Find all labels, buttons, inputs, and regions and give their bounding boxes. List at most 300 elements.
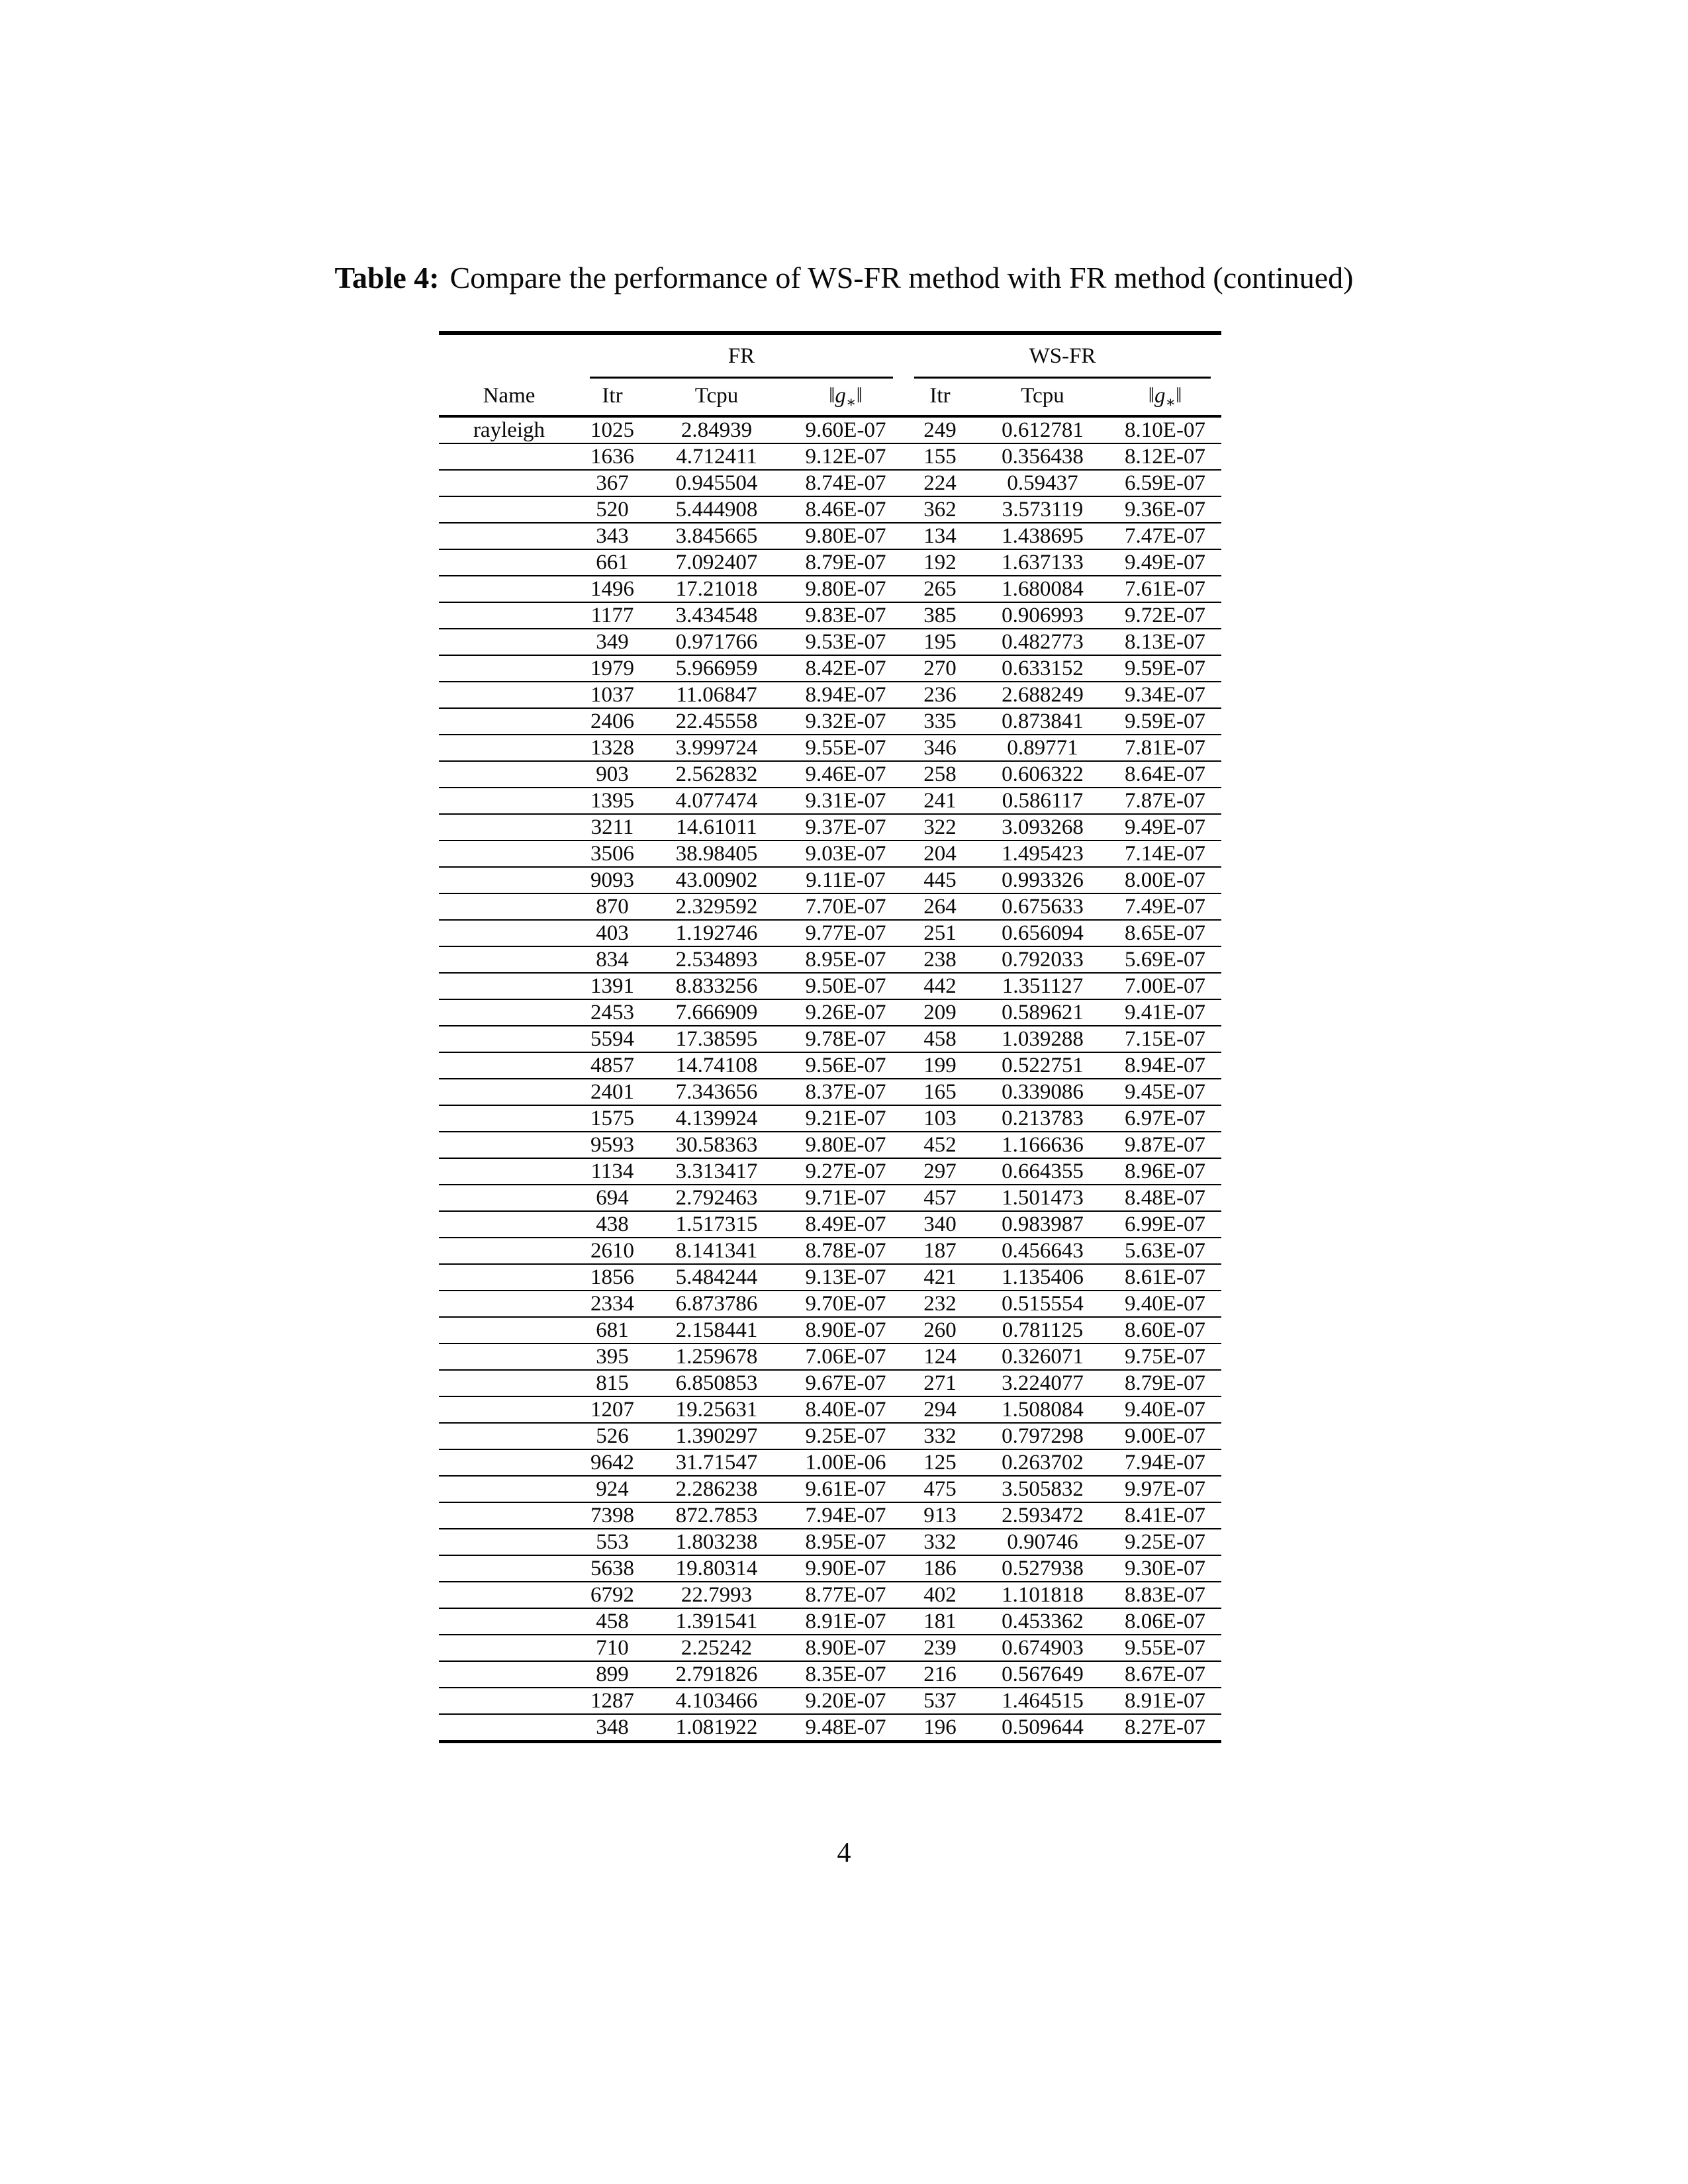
cell-tcpu-wsfr: 1.680084: [1002, 577, 1084, 601]
cell-itr-fr: 1979: [590, 657, 634, 680]
group-header-wsfr: [904, 333, 1221, 379]
cell-gnorm-fr: 9.26E-07: [805, 1001, 886, 1024]
cell-gnorm-wsfr: 9.36E-07: [1125, 498, 1205, 522]
cell-gnorm-fr: 8.42E-07: [805, 657, 886, 680]
cell-gnorm-fr: 9.61E-07: [805, 1477, 886, 1501]
cell-itr-fr: 1207: [590, 1398, 634, 1422]
cell-gnorm-wsfr: 9.41E-07: [1125, 1001, 1205, 1024]
cell-gnorm-fr: 8.90E-07: [805, 1318, 886, 1342]
cell-itr-wsfr: 385: [923, 604, 957, 627]
caption-text: Compare the performance of WS-FR method with FR method (continued): [449, 261, 1354, 295]
cell-name: [439, 920, 579, 946]
cell-name: [439, 814, 579, 841]
cell-gnorm-wsfr: 7.00E-07: [1125, 974, 1205, 998]
cell-itr-fr: 343: [596, 524, 629, 548]
cell-gnorm-fr: 9.50E-07: [805, 974, 886, 998]
table-row: [439, 1343, 1221, 1370]
cell-name: [439, 1370, 579, 1396]
cell-tcpu-fr: 4.077474: [675, 789, 758, 813]
table-row: [439, 1370, 1221, 1396]
cell-gnorm-wsfr: 9.45E-07: [1125, 1080, 1205, 1104]
table-row: [439, 1582, 1221, 1608]
cell-tcpu-fr: 2.329592: [675, 895, 758, 919]
cell-gnorm-fr: 8.90E-07: [805, 1636, 886, 1660]
cell-name: [439, 1608, 579, 1635]
cell-itr-wsfr: 537: [923, 1689, 957, 1713]
cell-tcpu-fr: 31.71547: [675, 1451, 758, 1475]
table-row: [439, 1026, 1221, 1052]
cell-itr-wsfr: 457: [923, 1186, 957, 1210]
cell-gnorm-wsfr: 9.55E-07: [1125, 1636, 1205, 1660]
cell-tcpu-fr: 2.158441: [675, 1318, 758, 1342]
cell-gnorm-wsfr: 7.49E-07: [1125, 895, 1205, 919]
cell-itr-wsfr: 155: [923, 445, 957, 469]
cell-itr-wsfr: 232: [923, 1292, 957, 1316]
cell-gnorm-wsfr: 7.87E-07: [1125, 789, 1205, 813]
table-row: [439, 946, 1221, 973]
cell-tcpu-fr: 7.666909: [675, 1001, 758, 1024]
cell-gnorm-wsfr: 6.99E-07: [1125, 1212, 1205, 1236]
cell-itr-wsfr: 452: [923, 1133, 957, 1157]
cell-name: [439, 1555, 579, 1582]
cell-tcpu-wsfr: 0.873841: [1002, 709, 1084, 733]
cell-itr-wsfr: 103: [923, 1107, 957, 1130]
cell-itr-wsfr: 332: [923, 1424, 957, 1448]
cell-tcpu-fr: 872.7853: [675, 1504, 758, 1527]
table-row: [439, 1423, 1221, 1449]
table-row: [439, 1291, 1221, 1317]
cell-itr-fr: 9593: [590, 1133, 634, 1157]
cell-gnorm-fr: 8.78E-07: [805, 1239, 886, 1263]
table-row: [439, 1185, 1221, 1211]
cell-gnorm-fr: 8.94E-07: [805, 683, 886, 707]
cell-itr-wsfr: 199: [923, 1054, 957, 1077]
cell-itr-fr: 7398: [590, 1504, 634, 1527]
cell-itr-fr: 3506: [590, 842, 634, 866]
table-row: [439, 523, 1221, 549]
cell-gnorm-fr: 9.25E-07: [805, 1424, 886, 1448]
cell-itr-fr: 899: [596, 1662, 629, 1686]
cell-itr-fr: 5594: [590, 1027, 634, 1051]
cell-tcpu-wsfr: 1.166636: [1002, 1133, 1084, 1157]
cell-gnorm-fr: 7.94E-07: [805, 1504, 886, 1527]
cell-tcpu-fr: 14.74108: [675, 1054, 758, 1077]
cell-gnorm-wsfr: 9.59E-07: [1125, 709, 1205, 733]
cell-tcpu-wsfr: 1.438695: [1002, 524, 1084, 548]
cell-gnorm-wsfr: 8.96E-07: [1125, 1160, 1205, 1183]
cell-tcpu-wsfr: 1.637133: [1002, 551, 1084, 574]
table-row: [439, 1052, 1221, 1079]
cell-gnorm-wsfr: 9.34E-07: [1125, 683, 1205, 707]
cell-tcpu-fr: 3.999724: [675, 736, 758, 760]
cell-name: [439, 1661, 579, 1688]
cell-itr-wsfr: 186: [923, 1557, 957, 1580]
cell-tcpu-wsfr: 0.326071: [1002, 1345, 1084, 1369]
cell-itr-wsfr: 297: [923, 1160, 957, 1183]
table-row: [439, 1396, 1221, 1423]
cell-name: [439, 629, 579, 655]
cell-gnorm-fr: 8.79E-07: [805, 551, 886, 574]
cell-tcpu-wsfr: 0.664355: [1002, 1160, 1084, 1183]
cell-itr-fr: 2401: [590, 1080, 634, 1104]
table-body: [439, 416, 1221, 1742]
cell-tcpu-wsfr: 0.527938: [1002, 1557, 1084, 1580]
cell-gnorm-wsfr: 8.83E-07: [1125, 1583, 1205, 1607]
table-row: [439, 920, 1221, 946]
col-header-itr-wsfr: Itr: [929, 384, 951, 408]
cell-itr-wsfr: 239: [923, 1636, 957, 1660]
cell-itr-fr: 438: [596, 1212, 629, 1236]
cell-tcpu-fr: 2.84939: [680, 418, 753, 442]
cell-itr-wsfr: 421: [923, 1265, 957, 1289]
cell-name: [439, 1343, 579, 1370]
table-row: [439, 443, 1221, 470]
wsfr-group-rule: [914, 343, 1211, 379]
cell-gnorm-wsfr: 9.30E-07: [1125, 1557, 1205, 1580]
cell-name: rayleigh: [473, 418, 545, 442]
cell-gnorm-wsfr: 8.41E-07: [1125, 1504, 1205, 1527]
cell-tcpu-fr: 1.391541: [675, 1610, 758, 1633]
cell-itr-wsfr: 195: [923, 630, 957, 654]
cell-itr-wsfr: 238: [923, 948, 957, 972]
cell-itr-fr: 815: [596, 1371, 629, 1395]
cell-itr-wsfr: 216: [923, 1662, 957, 1686]
g-symbol: g: [835, 384, 846, 408]
cell-gnorm-fr: 9.46E-07: [805, 762, 886, 786]
cell-tcpu-wsfr: 0.983987: [1002, 1212, 1084, 1236]
norm-open: ‖: [829, 384, 835, 408]
cell-tcpu-wsfr: 0.456643: [1002, 1239, 1084, 1263]
cell-name: [439, 1185, 579, 1211]
table-row: [439, 1608, 1221, 1635]
fr-group-rule: [590, 343, 893, 379]
cell-gnorm-fr: 8.95E-07: [805, 1530, 886, 1554]
cell-name: [439, 1635, 579, 1661]
norm-close: ‖: [1176, 384, 1182, 408]
cell-name: [439, 1291, 579, 1317]
g-symbol: g: [1154, 384, 1166, 408]
col-header-gnorm-fr: [788, 379, 904, 416]
cell-itr-fr: 710: [596, 1636, 629, 1660]
cell-itr-fr: 349: [596, 630, 629, 654]
table-row: [439, 1317, 1221, 1343]
cell-tcpu-wsfr: 3.093268: [1002, 815, 1084, 839]
table-caption: [0, 261, 1688, 296]
cell-itr-fr: 403: [596, 921, 629, 945]
cell-tcpu-fr: 19.80314: [675, 1557, 758, 1580]
cell-itr-wsfr: 335: [923, 709, 957, 733]
cell-itr-wsfr: 181: [923, 1610, 957, 1633]
cell-gnorm-fr: 9.77E-07: [805, 921, 886, 945]
cell-name: [439, 867, 579, 893]
cell-gnorm-wsfr: 8.64E-07: [1125, 762, 1205, 786]
cell-tcpu-wsfr: 1.508084: [1002, 1398, 1084, 1422]
cell-name: [439, 708, 579, 735]
table-row: [439, 655, 1221, 682]
cell-gnorm-fr: 9.31E-07: [805, 789, 886, 813]
cell-tcpu-fr: 1.390297: [675, 1424, 758, 1448]
cell-tcpu-wsfr: 0.263702: [1002, 1451, 1084, 1475]
col-header-name: Name: [483, 384, 536, 408]
table-row: [439, 1079, 1221, 1105]
table-row: [439, 682, 1221, 708]
cell-gnorm-wsfr: 8.60E-07: [1125, 1318, 1205, 1342]
cell-itr-fr: 1496: [590, 577, 634, 601]
table-row: [439, 602, 1221, 629]
cell-itr-wsfr: 249: [923, 418, 957, 442]
cell-gnorm-fr: 9.56E-07: [805, 1054, 886, 1077]
group-header-row: [439, 333, 1221, 379]
cell-itr-fr: 1395: [590, 789, 634, 813]
cell-itr-fr: 1391: [590, 974, 634, 998]
cell-itr-wsfr: 251: [923, 921, 957, 945]
table-row: [439, 1264, 1221, 1291]
cell-gnorm-fr: 1.00E-06: [805, 1451, 886, 1475]
cell-name: [439, 1052, 579, 1079]
cell-tcpu-wsfr: 0.792033: [1002, 948, 1084, 972]
cell-tcpu-fr: 4.103466: [675, 1689, 758, 1713]
cell-name: [439, 735, 579, 761]
cell-itr-fr: 2453: [590, 1001, 634, 1024]
cell-gnorm-fr: 9.67E-07: [805, 1371, 886, 1395]
cell-tcpu-wsfr: 3.224077: [1002, 1371, 1084, 1395]
cell-itr-wsfr: 475: [923, 1477, 957, 1501]
cell-tcpu-fr: 4.712411: [676, 445, 757, 469]
cell-name: [439, 1476, 579, 1502]
cell-itr-wsfr: 445: [923, 868, 957, 892]
cell-gnorm-fr: 9.21E-07: [805, 1107, 886, 1130]
cell-name: [439, 893, 579, 920]
cell-gnorm-wsfr: 6.97E-07: [1125, 1107, 1205, 1130]
cell-tcpu-wsfr: 0.453362: [1002, 1610, 1084, 1633]
cell-name: [439, 973, 579, 999]
cell-tcpu-fr: 17.38595: [675, 1027, 758, 1051]
results-table-container: [439, 331, 1221, 1743]
cell-itr-fr: 661: [596, 551, 629, 574]
cell-gnorm-wsfr: 8.65E-07: [1125, 921, 1205, 945]
cell-gnorm-wsfr: 9.40E-07: [1125, 1398, 1205, 1422]
table-row: [439, 1635, 1221, 1661]
table-row: [439, 841, 1221, 867]
cell-gnorm-fr: 9.70E-07: [805, 1292, 886, 1316]
table-row: [439, 708, 1221, 735]
cell-tcpu-fr: 2.534893: [675, 948, 758, 972]
cell-name: [439, 1582, 579, 1608]
norm-close: ‖: [856, 384, 863, 408]
cell-tcpu-fr: 11.06847: [676, 683, 757, 707]
cell-gnorm-wsfr: 9.00E-07: [1125, 1424, 1205, 1448]
cell-itr-wsfr: 442: [923, 974, 957, 998]
cell-itr-wsfr: 362: [923, 498, 957, 522]
cell-name: [439, 1211, 579, 1238]
cell-itr-fr: 520: [596, 498, 629, 522]
cell-name: [439, 549, 579, 576]
cell-tcpu-fr: 3.845665: [675, 524, 758, 548]
cell-itr-fr: 348: [596, 1715, 629, 1739]
cell-gnorm-wsfr: 7.94E-07: [1125, 1451, 1205, 1475]
cell-gnorm-wsfr: 7.14E-07: [1125, 842, 1205, 866]
cell-tcpu-wsfr: 0.906993: [1002, 604, 1084, 627]
cell-gnorm-fr: 9.83E-07: [805, 604, 886, 627]
cell-gnorm-fr: 8.91E-07: [805, 1610, 886, 1633]
cell-name: [439, 1449, 579, 1476]
cell-name: [439, 1105, 579, 1132]
cell-gnorm-fr: 8.77E-07: [805, 1583, 886, 1607]
cell-tcpu-wsfr: 1.039288: [1002, 1027, 1084, 1051]
cell-itr-fr: 1575: [590, 1107, 634, 1130]
cell-gnorm-wsfr: 8.79E-07: [1125, 1371, 1205, 1395]
cell-gnorm-wsfr: 9.75E-07: [1125, 1345, 1205, 1369]
col-header-itr-fr: Itr: [602, 384, 623, 408]
table-row: [439, 973, 1221, 999]
cell-tcpu-fr: 2.791826: [675, 1662, 758, 1686]
cell-gnorm-fr: 9.60E-07: [805, 418, 886, 442]
cell-name: [439, 523, 579, 549]
cell-name: [439, 1158, 579, 1185]
cell-gnorm-wsfr: 9.49E-07: [1125, 551, 1205, 574]
cell-gnorm-fr: 9.48E-07: [805, 1715, 886, 1739]
col-header-tcpu-fr: Tcpu: [694, 384, 739, 408]
table-row: [439, 1555, 1221, 1582]
cell-itr-fr: 1037: [590, 683, 634, 707]
cell-gnorm-wsfr: 5.63E-07: [1125, 1239, 1205, 1263]
cell-tcpu-wsfr: 1.495423: [1002, 842, 1084, 866]
cell-tcpu-fr: 1.803238: [675, 1530, 758, 1554]
cell-tcpu-wsfr: 1.501473: [1002, 1186, 1084, 1210]
wsfr-group-label: WS-FR: [1029, 344, 1096, 368]
cell-gnorm-wsfr: 9.40E-07: [1125, 1292, 1205, 1316]
cell-itr-fr: 2406: [590, 709, 634, 733]
cell-name: [439, 443, 579, 470]
cell-tcpu-wsfr: 3.505832: [1002, 1477, 1084, 1501]
cell-name: [439, 1529, 579, 1555]
cell-tcpu-fr: 43.00902: [675, 868, 758, 892]
cell-gnorm-wsfr: 7.47E-07: [1125, 524, 1205, 548]
cell-gnorm-fr: 9.20E-07: [805, 1689, 886, 1713]
cell-tcpu-fr: 0.971766: [675, 630, 758, 654]
cell-gnorm-wsfr: 8.48E-07: [1125, 1186, 1205, 1210]
cell-gnorm-fr: 8.49E-07: [805, 1212, 886, 1236]
caption-label: Table 4:: [334, 261, 440, 295]
table-row: [439, 814, 1221, 841]
cell-gnorm-fr: 7.70E-07: [805, 895, 886, 919]
cell-name: [439, 1238, 579, 1264]
cell-gnorm-fr: 9.27E-07: [805, 1160, 886, 1183]
cell-gnorm-fr: 9.11E-07: [806, 868, 886, 892]
cell-tcpu-fr: 7.092407: [675, 551, 758, 574]
cell-tcpu-fr: 22.45558: [675, 709, 758, 733]
table-row: [439, 496, 1221, 523]
cell-itr-fr: 694: [596, 1186, 629, 1210]
cell-tcpu-wsfr: 0.339086: [1002, 1080, 1084, 1104]
cell-name: [439, 1079, 579, 1105]
cell-itr-fr: 1636: [590, 445, 634, 469]
cell-tcpu-fr: 8.833256: [675, 974, 758, 998]
cell-itr-wsfr: 294: [923, 1398, 957, 1422]
cell-tcpu-fr: 3.434548: [675, 604, 758, 627]
cell-gnorm-wsfr: 8.13E-07: [1125, 630, 1205, 654]
cell-itr-fr: 6792: [590, 1583, 634, 1607]
cell-tcpu-fr: 5.484244: [675, 1265, 758, 1289]
cell-itr-fr: 1025: [590, 418, 634, 442]
cell-gnorm-wsfr: 9.72E-07: [1125, 604, 1205, 627]
cell-itr-wsfr: 236: [923, 683, 957, 707]
cell-tcpu-fr: 30.58363: [675, 1133, 758, 1157]
col-header-tcpu-wsfr: Tcpu: [1021, 384, 1064, 408]
table-row: [439, 893, 1221, 920]
cell-itr-fr: 2610: [590, 1239, 634, 1263]
table-row: [439, 416, 1221, 443]
cell-name: [439, 496, 579, 523]
cell-tcpu-fr: 1.192746: [675, 921, 758, 945]
cell-itr-fr: 458: [596, 1610, 629, 1633]
cell-tcpu-wsfr: 2.593472: [1002, 1504, 1084, 1527]
cell-tcpu-wsfr: 0.589621: [1002, 1001, 1084, 1024]
table-row: [439, 1132, 1221, 1158]
table-row: [439, 1238, 1221, 1264]
cell-gnorm-fr: 9.53E-07: [805, 630, 886, 654]
cell-tcpu-fr: 4.139924: [675, 1107, 758, 1130]
cell-itr-wsfr: 241: [923, 789, 957, 813]
cell-itr-fr: 1134: [590, 1160, 634, 1183]
cell-tcpu-fr: 0.945504: [675, 471, 758, 495]
cell-itr-fr: 526: [596, 1424, 629, 1448]
table-row: [439, 576, 1221, 602]
cell-gnorm-fr: 9.12E-07: [805, 445, 886, 469]
cell-gnorm-wsfr: 9.59E-07: [1125, 657, 1205, 680]
cell-name: [439, 1396, 579, 1423]
group-header-fr: [579, 333, 904, 379]
cell-tcpu-fr: 7.343656: [675, 1080, 758, 1104]
cell-gnorm-fr: 8.35E-07: [805, 1662, 886, 1686]
table-header: [439, 333, 1221, 416]
cell-tcpu-wsfr: 0.522751: [1002, 1054, 1084, 1077]
cell-tcpu-fr: 17.21018: [675, 577, 758, 601]
cell-itr-fr: 870: [596, 895, 629, 919]
cell-gnorm-wsfr: 8.61E-07: [1125, 1265, 1205, 1289]
table-row: [439, 735, 1221, 761]
cell-itr-fr: 395: [596, 1345, 629, 1369]
cell-name: [439, 788, 579, 814]
cell-itr-wsfr: 458: [923, 1027, 957, 1051]
cell-tcpu-wsfr: 1.464515: [1002, 1689, 1084, 1713]
norm-open: ‖: [1148, 384, 1154, 408]
cell-tcpu-wsfr: 0.586117: [1002, 789, 1084, 813]
star-subscript: ∗: [845, 394, 857, 410]
cell-itr-fr: 903: [596, 762, 629, 786]
fr-group-label: FR: [727, 344, 755, 368]
cell-gnorm-wsfr: 8.91E-07: [1125, 1689, 1205, 1713]
cell-tcpu-wsfr: 0.781125: [1002, 1318, 1084, 1342]
cell-tcpu-wsfr: 1.351127: [1002, 974, 1084, 998]
cell-tcpu-fr: 6.873786: [675, 1292, 758, 1316]
cell-gnorm-wsfr: 9.25E-07: [1125, 1530, 1205, 1554]
table-row: [439, 1529, 1221, 1555]
cell-tcpu-fr: 2.792463: [675, 1186, 758, 1210]
cell-itr-wsfr: 260: [923, 1318, 957, 1342]
group-header-spacer: [439, 333, 579, 379]
table-row: [439, 788, 1221, 814]
cell-itr-wsfr: 224: [923, 471, 957, 495]
cell-tcpu-wsfr: 0.509644: [1002, 1715, 1084, 1739]
cell-gnorm-wsfr: 9.49E-07: [1125, 815, 1205, 839]
cell-gnorm-fr: 9.55E-07: [805, 736, 886, 760]
cell-tcpu-fr: 1.517315: [675, 1212, 758, 1236]
cell-itr-fr: 553: [596, 1530, 629, 1554]
cell-itr-fr: 9642: [590, 1451, 634, 1475]
cell-itr-wsfr: 346: [923, 736, 957, 760]
cell-tcpu-fr: 19.25631: [675, 1398, 758, 1422]
